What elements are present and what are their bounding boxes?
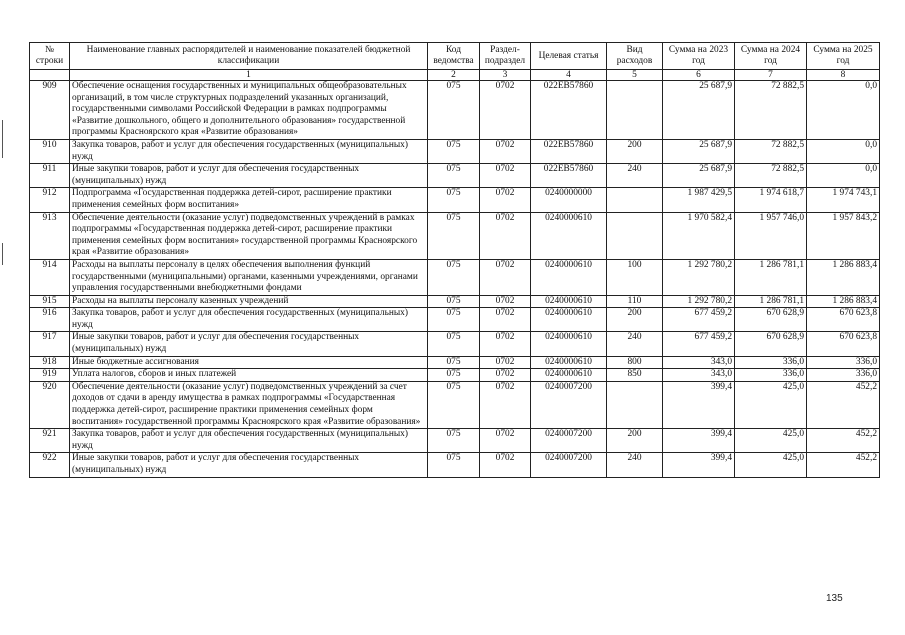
column-number: 1 bbox=[70, 70, 428, 81]
cell-name: Обеспечение оснащения государственных и муниципальных общеобразовательных организаций, в том числе структурных подразделений указанных организаций, государственными символами Российской Федерации в рамках подпрограммы «Развитие дошкольного, общего и дополнительного образования» государственной программы Красноярского края «Развитие образования» bbox=[70, 81, 428, 140]
cell-amount-2023: 25 687,9 bbox=[663, 139, 735, 163]
cell-target: 0240007200 bbox=[531, 429, 607, 453]
cell-amount-2025: 0,0 bbox=[807, 81, 880, 140]
cell-target: 022ЕВ57860 bbox=[531, 81, 607, 140]
cell-row-number: 913 bbox=[30, 212, 70, 259]
cell-target: 022ЕВ57860 bbox=[531, 164, 607, 188]
cell-type: 850 bbox=[607, 369, 663, 382]
cell-type: 110 bbox=[607, 295, 663, 308]
cell-type: 200 bbox=[607, 429, 663, 453]
cell-amount-2025: 670 623,8 bbox=[807, 308, 880, 332]
cell-section: 0702 bbox=[480, 308, 531, 332]
column-number bbox=[30, 70, 70, 81]
table-row bbox=[30, 164, 880, 188]
cell-row-number: 915 bbox=[30, 295, 70, 308]
cell-row-number: 912 bbox=[30, 188, 70, 212]
cell-code: 075 bbox=[428, 164, 480, 188]
cell-amount-2025: 1 957 843,2 bbox=[807, 212, 880, 259]
cell-amount-2025: 452,2 bbox=[807, 453, 880, 477]
cell-amount-2025: 1 974 743,1 bbox=[807, 188, 880, 212]
column-number-row bbox=[30, 70, 880, 81]
cell-amount-2025: 0,0 bbox=[807, 139, 880, 163]
table-row bbox=[30, 369, 880, 382]
header-2023: Сумма на 2023 год bbox=[663, 43, 735, 70]
cell-amount-2023: 399,4 bbox=[663, 429, 735, 453]
cell-amount-2024: 670 628,9 bbox=[735, 332, 807, 356]
budget-table bbox=[29, 42, 880, 478]
table-row bbox=[30, 356, 880, 369]
cell-name: Закупка товаров, работ и услуг для обеспечения государственных (муниципальных) нужд bbox=[70, 429, 428, 453]
cell-code: 075 bbox=[428, 308, 480, 332]
header-2024: Сумма на 2024 год bbox=[735, 43, 807, 70]
cell-code: 075 bbox=[428, 295, 480, 308]
cell-amount-2023: 25 687,9 bbox=[663, 81, 735, 140]
cell-name: Подпрограмма «Государственная поддержка детей-сирот, расширение практики применения семейных форм воспитания» bbox=[70, 188, 428, 212]
cell-target: 022ЕВ57860 bbox=[531, 139, 607, 163]
cell-section: 0702 bbox=[480, 81, 531, 140]
cell-amount-2024: 1 957 746,0 bbox=[735, 212, 807, 259]
cell-amount-2023: 1 987 429,5 bbox=[663, 188, 735, 212]
cell-amount-2025: 1 286 883,4 bbox=[807, 259, 880, 295]
cell-row-number: 922 bbox=[30, 453, 70, 477]
table-row bbox=[30, 81, 880, 140]
column-number: 3 bbox=[480, 70, 531, 81]
cell-code: 075 bbox=[428, 139, 480, 163]
column-number: 5 bbox=[607, 70, 663, 81]
table-row bbox=[30, 139, 880, 163]
cell-section: 0702 bbox=[480, 164, 531, 188]
column-number: 4 bbox=[531, 70, 607, 81]
cell-row-number: 917 bbox=[30, 332, 70, 356]
table-row bbox=[30, 308, 880, 332]
table-row bbox=[30, 429, 880, 453]
scan-edge-mark bbox=[2, 243, 3, 265]
cell-code: 075 bbox=[428, 356, 480, 369]
cell-amount-2024: 72 882,5 bbox=[735, 139, 807, 163]
cell-target: 0240007200 bbox=[531, 453, 607, 477]
cell-name: Закупка товаров, работ и услуг для обеспечения государственных (муниципальных) нужд bbox=[70, 308, 428, 332]
table-row bbox=[30, 332, 880, 356]
cell-type bbox=[607, 188, 663, 212]
cell-section: 0702 bbox=[480, 295, 531, 308]
cell-section: 0702 bbox=[480, 139, 531, 163]
cell-target: 0240000610 bbox=[531, 356, 607, 369]
cell-type bbox=[607, 212, 663, 259]
cell-amount-2024: 72 882,5 bbox=[735, 164, 807, 188]
cell-amount-2023: 1 970 582,4 bbox=[663, 212, 735, 259]
cell-row-number: 911 bbox=[30, 164, 70, 188]
cell-name: Иные закупки товаров, работ и услуг для обеспечения государственных (муниципальных) нужд bbox=[70, 164, 428, 188]
cell-name: Расходы на выплаты персоналу казенных учреждений bbox=[70, 295, 428, 308]
cell-amount-2024: 425,0 bbox=[735, 381, 807, 428]
cell-target: 0240007200 bbox=[531, 381, 607, 428]
header-type: Вид расходов bbox=[607, 43, 663, 70]
cell-code: 075 bbox=[428, 81, 480, 140]
cell-code: 075 bbox=[428, 188, 480, 212]
table-row bbox=[30, 188, 880, 212]
cell-amount-2024: 1 286 781,1 bbox=[735, 259, 807, 295]
cell-code: 075 bbox=[428, 212, 480, 259]
cell-section: 0702 bbox=[480, 453, 531, 477]
cell-row-number: 916 bbox=[30, 308, 70, 332]
cell-amount-2024: 336,0 bbox=[735, 369, 807, 382]
header-section: Раздел-подраздел bbox=[480, 43, 531, 70]
cell-row-number: 920 bbox=[30, 381, 70, 428]
cell-code: 075 bbox=[428, 369, 480, 382]
cell-amount-2024: 1 286 781,1 bbox=[735, 295, 807, 308]
cell-target: 0240000610 bbox=[531, 369, 607, 382]
cell-amount-2025: 452,2 bbox=[807, 381, 880, 428]
cell-amount-2023: 677 459,2 bbox=[663, 332, 735, 356]
cell-amount-2025: 1 286 883,4 bbox=[807, 295, 880, 308]
header-row-number: № строки bbox=[30, 43, 70, 70]
cell-section: 0702 bbox=[480, 356, 531, 369]
cell-row-number: 909 bbox=[30, 81, 70, 140]
header-name: Наименование главных распорядителей и наименование показателей бюджетной классификации bbox=[70, 43, 428, 70]
column-number: 2 bbox=[428, 70, 480, 81]
cell-amount-2023: 1 292 780,2 bbox=[663, 295, 735, 308]
table-row bbox=[30, 259, 880, 295]
cell-type bbox=[607, 81, 663, 140]
column-number: 8 bbox=[807, 70, 880, 81]
cell-name: Иные закупки товаров, работ и услуг для обеспечения государственных (муниципальных) нужд bbox=[70, 332, 428, 356]
cell-type: 200 bbox=[607, 308, 663, 332]
header-target: Целевая статья bbox=[531, 43, 607, 70]
cell-amount-2023: 399,4 bbox=[663, 381, 735, 428]
column-number: 6 bbox=[663, 70, 735, 81]
cell-row-number: 919 bbox=[30, 369, 70, 382]
cell-amount-2024: 670 628,9 bbox=[735, 308, 807, 332]
cell-amount-2025: 336,0 bbox=[807, 369, 880, 382]
cell-name: Иные бюджетные ассигнования bbox=[70, 356, 428, 369]
cell-amount-2023: 343,0 bbox=[663, 356, 735, 369]
cell-amount-2023: 25 687,9 bbox=[663, 164, 735, 188]
header-row bbox=[30, 43, 880, 70]
table-row bbox=[30, 295, 880, 308]
cell-name: Закупка товаров, работ и услуг для обеспечения государственных (муниципальных) нужд bbox=[70, 139, 428, 163]
cell-target: 0240000610 bbox=[531, 212, 607, 259]
cell-name: Уплата налогов, сборов и иных платежей bbox=[70, 369, 428, 382]
cell-type: 200 bbox=[607, 139, 663, 163]
cell-target: 0240000610 bbox=[531, 259, 607, 295]
cell-target: 0240000610 bbox=[531, 332, 607, 356]
table-row bbox=[30, 212, 880, 259]
cell-row-number: 914 bbox=[30, 259, 70, 295]
cell-code: 075 bbox=[428, 429, 480, 453]
table-row bbox=[30, 453, 880, 477]
cell-row-number: 910 bbox=[30, 139, 70, 163]
cell-type: 240 bbox=[607, 332, 663, 356]
cell-target: 0240000000 bbox=[531, 188, 607, 212]
cell-amount-2024: 336,0 bbox=[735, 356, 807, 369]
cell-section: 0702 bbox=[480, 212, 531, 259]
header-code: Код ведомства bbox=[428, 43, 480, 70]
cell-amount-2025: 670 623,8 bbox=[807, 332, 880, 356]
cell-section: 0702 bbox=[480, 381, 531, 428]
table-body bbox=[30, 81, 880, 478]
cell-amount-2025: 452,2 bbox=[807, 429, 880, 453]
cell-amount-2024: 1 974 618,7 bbox=[735, 188, 807, 212]
cell-section: 0702 bbox=[480, 259, 531, 295]
cell-name: Обеспечение деятельности (оказание услуг) подведомственных учреждений за счет доходов от сдачи в аренду имущества в рамках подпрограммы «Государственная поддержка детей-сирот, расширение практики применения семейных форм воспитания» государственной программы Красноярского края «Развитие образования» bbox=[70, 381, 428, 428]
cell-code: 075 bbox=[428, 332, 480, 356]
cell-amount-2023: 1 292 780,2 bbox=[663, 259, 735, 295]
cell-section: 0702 bbox=[480, 369, 531, 382]
cell-code: 075 bbox=[428, 381, 480, 428]
header-2025: Сумма на 2025 год bbox=[807, 43, 880, 70]
cell-amount-2023: 399,4 bbox=[663, 453, 735, 477]
cell-target: 0240000610 bbox=[531, 308, 607, 332]
cell-section: 0702 bbox=[480, 188, 531, 212]
cell-row-number: 918 bbox=[30, 356, 70, 369]
cell-amount-2023: 677 459,2 bbox=[663, 308, 735, 332]
cell-amount-2025: 336,0 bbox=[807, 356, 880, 369]
column-number: 7 bbox=[735, 70, 807, 81]
cell-code: 075 bbox=[428, 259, 480, 295]
cell-type: 100 bbox=[607, 259, 663, 295]
cell-code: 075 bbox=[428, 453, 480, 477]
cell-amount-2024: 425,0 bbox=[735, 429, 807, 453]
cell-type: 240 bbox=[607, 453, 663, 477]
cell-type: 800 bbox=[607, 356, 663, 369]
cell-amount-2024: 72 882,5 bbox=[735, 81, 807, 140]
cell-amount-2024: 425,0 bbox=[735, 453, 807, 477]
scan-edge-mark bbox=[2, 120, 3, 158]
cell-amount-2023: 343,0 bbox=[663, 369, 735, 382]
table-row bbox=[30, 381, 880, 428]
cell-type: 240 bbox=[607, 164, 663, 188]
cell-name: Иные закупки товаров, работ и услуг для обеспечения государственных (муниципальных) нужд bbox=[70, 453, 428, 477]
cell-section: 0702 bbox=[480, 332, 531, 356]
cell-target: 0240000610 bbox=[531, 295, 607, 308]
cell-row-number: 921 bbox=[30, 429, 70, 453]
page-number: 135 bbox=[826, 593, 843, 604]
cell-amount-2025: 0,0 bbox=[807, 164, 880, 188]
cell-section: 0702 bbox=[480, 429, 531, 453]
cell-name: Расходы на выплаты персоналу в целях обеспечения выполнения функций государственными (муниципальными) органами, казенными учреждениями, органами управления государственными внебюджетными фондами bbox=[70, 259, 428, 295]
cell-name: Обеспечение деятельности (оказание услуг) подведомственных учреждений в рамках подпрограммы «Государственная поддержка детей-сирот, расширение практики применения семейных форм воспитания» государственной программы Красноярского края «Развитие образования» bbox=[70, 212, 428, 259]
cell-type bbox=[607, 381, 663, 428]
